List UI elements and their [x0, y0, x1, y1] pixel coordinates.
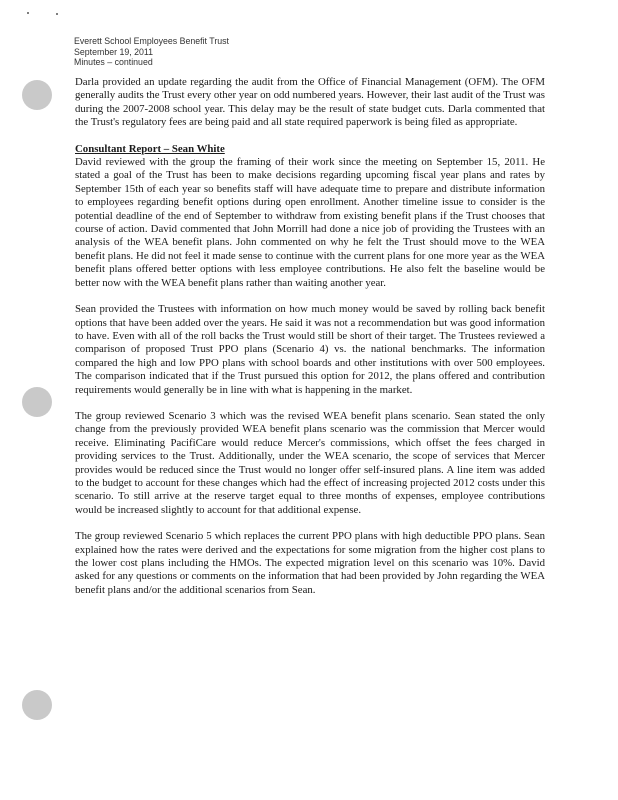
scan-speck [27, 12, 29, 14]
punch-hole-top [22, 80, 52, 110]
header-organization: Everett School Employees Benefit Trust [74, 36, 229, 46]
header-date: September 19, 2011 [74, 46, 154, 57]
paragraph-rollback: Sean provided the Trustees with information on how much money would be saved by rolling back benefit options that have been added over the years. He said it was not a recommendation but was good information to have. Even with all of the roll backs the Trust would still be short of their target. The Trustees reviewed a comparison of proposed Trust PPO plans (Scenario 4) vs. the national benchmarks. The information compared the high and low PPO plans with school boards and other institutions with over 500 employees. The comparison indicated that if the Trust pursued this option for 2012, the plans offered and contribution requirements would generally be in line with what is happening in the market. [75, 303, 545, 396]
paragraph-framing: David reviewed with the group the framing of their work since the meeting on September 15, 2011. He stated a goal of the Trust has been to make decisions regarding upcoming fiscal year plans and rates by September 15th of each year so benefits staff will have adequate time to prepare and distribute information to employees regarding benefit options during open enrollment. Another timeline issue to consider is the potential deadline of the end of September to withdraw from existing benefit plans if the Trust chooses that course of action. David commented that John Morrill had done a nice job of providing the Trustees with an analysis of the WEA benefit plans. John commented on why he felt the Trust should move to the WEA benefit plans. He did not feel it made sense to continue with the current plans for one more year as the WEA benefit plans offered better options with less employee contributions. He also felt the baseline would be better now with the WEA benefit plans rather than waiting another year. [75, 156, 545, 289]
scan-speck [56, 13, 58, 15]
paragraph-scenario-3: The group reviewed Scenario 3 which was the revised WEA benefit plans scenario. Sean stated the only change from the previously provided WEA benefit plans scenario was the commission that Mercer would receive. Eliminating PacifiCare would reduce Mercer's commissions, which offset the fees charged in providing services to the Trust. Additionally, under the WEA scenario, the scope of services that Mercer provides would be reduced since the Trust would no longer offer self-insured plans. A line item was added to the budget to account for these changes which had the effect of increasing projected 2012 costs under this scenario. To still arrive at the reserve target equal to three months of expenses, employee contributions would be increased slightly to account for that additional expense. [75, 409, 545, 516]
paragraph-scenario-5: The group reviewed Scenario 5 which replaces the current PPO plans with high deductible PPO plans. Sean explained how the rates were derived and the expectations for some migration from the higher cost plans to the lower cost plans including the HMOs. The expected migration level on this scenario was 10%. David asked for any questions or comments on the information that had been provided by John regarding the WEA benefit plans and/or the additional scenarios from Sean. [75, 530, 545, 596]
punch-hole-bottom [22, 690, 52, 720]
page-header [74, 36, 554, 68]
punch-hole-middle [22, 387, 52, 417]
document-body [75, 76, 545, 610]
paragraph-audit-update: Darla provided an update regarding the audit from the Office of Financial Management (OFM). The OFM generally audits the Trust every other year on odd numbered years. However, their last audit of the Trust was during the 2007-2008 school year. This delay may be the result of state budget cuts. Darla commented that the Trust's regulatory fees are being paid and all state required paperwork is being filed as appropriate. [75, 76, 545, 129]
section-heading-consultant-report: Consultant Report – Sean White [75, 142, 225, 155]
header-subtitle: Minutes – continued [74, 57, 153, 68]
